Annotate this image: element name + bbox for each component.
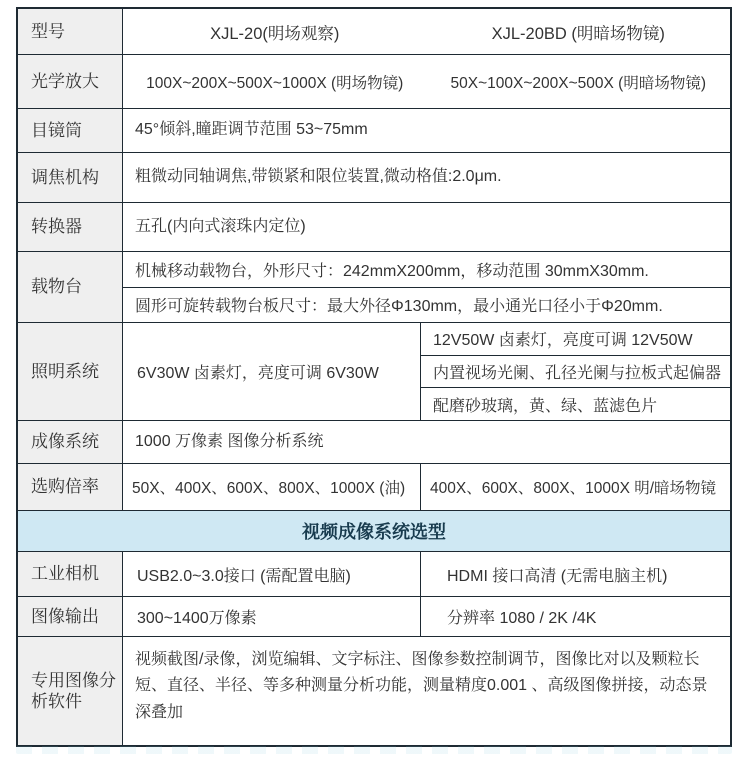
optional-magnification-split: [123, 464, 730, 510]
row-value-model: [123, 9, 730, 54]
table-row-image-output: [18, 597, 730, 637]
illumination-left-spec: 6V30W 卤素灯，亮度可调 6V30W: [123, 323, 421, 420]
model-brightfield: XJL-20(明场观察): [210, 24, 340, 43]
optional-magnification-right: 400X、600X、800X、1000X 明/暗场物镜: [430, 480, 717, 497]
imaging-system-value: 1000 万像素 图像分析系统: [135, 432, 324, 450]
optional-magnification-left: 50X、400X、600X、800X、1000X (油): [123, 464, 421, 510]
illumination-right-stack: [421, 323, 730, 420]
spec-table: [16, 7, 732, 747]
table-row-model: [18, 9, 730, 55]
image-output-split: [123, 597, 730, 636]
industrial-camera-usb: USB2.0~3.0接口 (需配置电脑): [123, 552, 421, 596]
table-row-focus-mechanism: [18, 153, 730, 203]
row-label-optical-magnification: 光学放大: [18, 55, 123, 108]
focus-mechanism-value: 粗微动同轴调焦,带锁紧和限位装置,微动格值:2.0μm.: [135, 168, 502, 186]
row-label-imaging-system: 成像系统: [18, 421, 123, 463]
table-row-eyepiece-tube: [18, 109, 730, 153]
industrial-camera-hdmi: HDMI 接口高清 (无需电脑主机): [447, 567, 668, 585]
row-label-model: 型号: [18, 9, 123, 54]
table-row-optical-magnification: [18, 55, 730, 109]
watermark-strip: [16, 746, 732, 754]
table-row-analysis-software: [18, 637, 730, 745]
section-header-video-imaging: 视频成像系统选型: [18, 511, 730, 552]
stage-rotatable-spec: 圆形可旋转载物台板尺寸：最大外径Φ130mm，最小通光口径小于Φ20mm.: [135, 298, 663, 316]
eyepiece-tube-value: 45°倾斜,瞳距调节范围 53~75mm: [135, 121, 368, 139]
row-label-stage: 载物台: [18, 252, 123, 322]
illumination-right-lamp: 12V50W 卤素灯，亮度可调 12V50W: [421, 323, 730, 356]
row-label-illumination: 照明系统: [18, 323, 123, 420]
row-label-eyepiece-tube: 目镜筒: [18, 109, 123, 152]
image-output-resolution: 分辨率 1080 / 2K /4K: [447, 610, 597, 627]
industrial-camera-split: [123, 552, 730, 596]
row-label-industrial-camera: 工业相机: [18, 552, 123, 596]
row-label-image-output: 图像输出: [18, 597, 123, 636]
stage-mechanical-spec: 机械移动载物台，外形尺寸：242mmX200mm，移动范围 30mmX30mm.: [123, 252, 730, 288]
illumination-right-diaphragm: 内置视场光阑、孔径光阑与拉板式起偏器: [421, 356, 730, 389]
nosepiece-value: 五孔(内向式滚珠内定位): [135, 217, 306, 235]
analysis-software-value: 视频截图/录像，浏览编辑、文字标注、图像参数控制调节，图像比对以及颗粒长短、直径、半径、等多种测量分析功能，测量精度0.001 、高级图像拼接，动态景深叠加: [135, 651, 708, 721]
row-label-optional-magnification: 选购倍率: [18, 464, 123, 510]
table-row-nosepiece: [18, 203, 730, 252]
row-label-nosepiece: 转换器: [18, 203, 123, 251]
model-bright-darkfield: XJL-20BD (明暗场物镜): [491, 24, 665, 43]
optical-magnification-brightfield: 100X~200X~500X~1000X (明场物镜): [146, 74, 404, 92]
table-row-imaging-system: [18, 421, 730, 464]
table-row-stage: [18, 252, 730, 323]
illumination-value-split: [123, 323, 730, 420]
table-row-optional-magnification: [18, 464, 730, 511]
table-row-illumination: [18, 323, 730, 421]
image-output-pixels: 300~1400万像素: [123, 597, 421, 636]
row-value-optical-magnification: [123, 55, 730, 108]
optical-magnification-darkfield: 50X~100X~200X~500X (明暗场物镜): [450, 74, 706, 92]
row-label-focus-mechanism: 调焦机构: [18, 153, 123, 202]
row-label-analysis-software: 专用图像分析软件: [18, 637, 123, 745]
table-row-industrial-camera: [18, 552, 730, 597]
illumination-right-filters: 配磨砂玻璃，黄、绿、蓝滤色片: [433, 397, 658, 415]
stage-value-stack: [123, 252, 730, 322]
